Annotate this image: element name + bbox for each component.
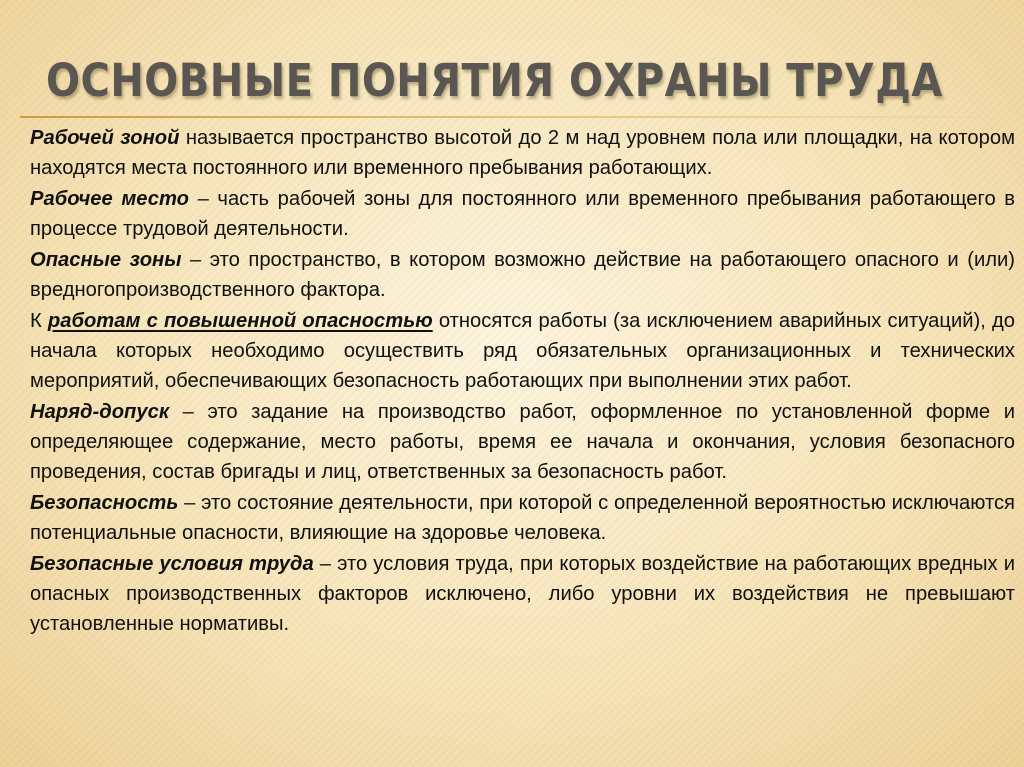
definition-safety — [30, 488, 1015, 548]
definition-term: Опасные зоны — [30, 249, 182, 271]
definition-prefix: К — [30, 310, 48, 332]
definition-text: – это задание на производство работ, оформленное по установленной форме и определяющее содержание, место работы, время ее начала и окончания, условия безопасного проведения, состав бригады и лиц, ответственных за безопасность работ. — [30, 401, 1015, 483]
definition-work-permit — [30, 397, 1015, 487]
definitions-list — [30, 123, 1015, 640]
definition-workplace — [30, 184, 1015, 244]
definition-text: относятся работы (за исключением аварийных ситуаций), до начала которых необходимо осуществить ряд обязательных организационных и технических мероприятий, обеспечивающих безопасность работающих при выполнении этих работ. — [30, 310, 1016, 392]
slide-title: ОСНОВНЫЕ ПОНЯТИЯ ОХРАНЫ ТРУДА — [46, 54, 943, 107]
definition-working-zone — [30, 123, 1015, 183]
definition-danger-zones — [30, 245, 1015, 305]
definition-term: Наряд-допуск — [30, 401, 170, 423]
definition-safe-conditions — [30, 549, 1015, 639]
definition-term: Безопасные условия труда — [30, 553, 314, 575]
title-divider — [20, 116, 1024, 118]
definition-text: – это пространство, в котором возможно действие на работающего опасного и (или) вредногопроизводственного фактора. — [30, 249, 1016, 301]
definition-term: Безопасность — [30, 492, 179, 514]
definition-term: работам с повышенной опасностью — [47, 310, 433, 332]
definition-high-risk-work — [30, 306, 1015, 396]
definition-text: называется пространство высотой до 2 м над уровнем пола или площадки, на котором находятся места постоянного или временного пребывания работающих. — [30, 127, 1015, 179]
definition-text: – это условия труда, при которых воздействие на работающих вредных и опасных производственных факторов исключено, либо уровни их воздействия не превышают установленные нормативы. — [30, 553, 1016, 635]
definition-term: Рабочее место — [30, 188, 189, 210]
definition-text: – это состояние деятельности, при которой с определенной вероятностью исключаются потенциальные опасности, влияющие на здоровье человека. — [30, 492, 1015, 544]
definition-text: – часть рабочей зоны для постоянного или временного пребывания работающего в процессе трудовой деятельности. — [30, 188, 1015, 240]
definition-term: Рабочей зоной — [30, 127, 180, 149]
